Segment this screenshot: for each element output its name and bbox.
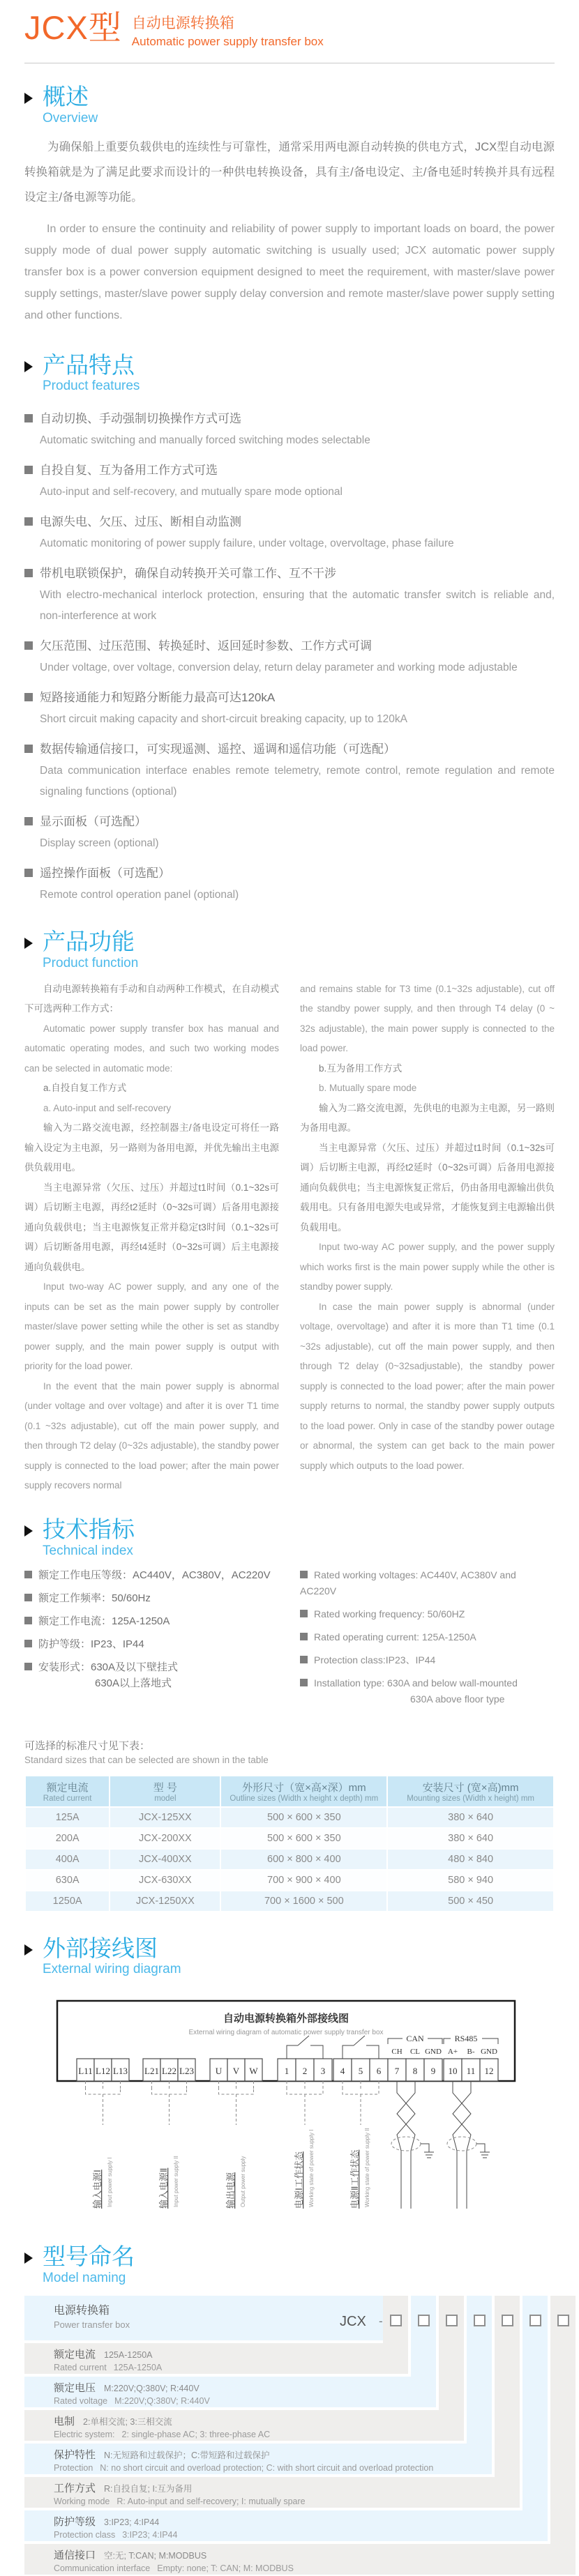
section-features [0,353,579,906]
naming-values-zh: 2:单相交流; 3:三相交流 [83,2416,172,2427]
section-wiring [0,1936,579,2228]
tech-spec: 防护等级：IP23、IP44 [38,1638,144,1650]
feature-item [24,811,555,854]
tech-spec: Rated operating current: 125A-1250A [314,1631,476,1643]
bullet-square-icon [300,1610,308,1617]
terminal-label: 7 [394,2066,400,2077]
feature-en: Data communication interface enables remote telemetry, remote control, remote regulation and remote signaling functions (optional) [40,765,555,798]
bullet-square-icon [24,466,33,474]
feature-zh: 电源失电、欠压、过压、断相自动监测 [40,515,241,529]
function-paragraph: Automatic power supply transfer box has manual and automatic operating modes, and such two working modes can be selected in automatic mode: [24,1023,279,1074]
feature-en: Auto-input and self-recovery, and mutually spare mode optional [40,486,343,498]
tech-spec-line2: 630A above floor type [410,1693,505,1705]
features-list [24,408,555,906]
naming-values-zh: R:自投自复; I:互为备用 [104,2483,193,2494]
model-prefix: JCX [340,2313,366,2329]
model-code-box [474,2315,486,2326]
model-dash: - [379,2314,383,2328]
cell: JCX-400XX [110,1849,220,1870]
wiring-box-title-en: External wiring diagram of automatic power supply transfer box [188,2029,384,2037]
function-paragraph: Input two-way AC power supply, and any one of the inputs can be set as the main power supply by controller master/slave power setting while the other is set as standby power supply, and the main power supply is output with priority for the load power. [24,1281,279,1372]
naming-row [24,2343,408,2374]
naming-row [24,2377,436,2407]
feature-item [24,511,555,554]
function-paragraph: 当主电源异常（欠压、过压）并超过t1时间（0.1~32s可调）后切断主电源，再经t2延时（0~32s可调）后备用电源接通向负载供电；当主电源恢复正常并稳定t3时间（0.1~32s可调）后切断备用电源，再经t4延时（0~32s可调）后主电源接通向负载供电。 [24,1182,279,1272]
naming-values-zh: N:无短路和过载保护；C:带短路和过载保护 [104,2450,270,2460]
section-tech [0,1517,579,1714]
group-label-zh: 电源Ⅱ工作状态 [349,2149,360,2209]
group-label-zh: 输入电源Ⅱ [158,2167,169,2209]
terminal-label: 8 [412,2066,418,2077]
col-header: 外形尺寸（宽×高×深）mm Outline sizes (Width x height x depth) mm [220,1776,387,1807]
product-model-title: JCX型 [24,9,122,46]
naming-values-zh: M:220V;Q:380V; R:440V [104,2383,200,2393]
model-code-box [529,2315,541,2326]
model-code-box [390,2315,402,2326]
cell: JCX-1250XX [110,1891,220,1912]
terminal-label: 5 [358,2066,363,2077]
naming-values-en: 3:IP23; 4:IP44 [122,2529,178,2540]
pin-label: B- [467,2048,475,2057]
bullet-square-icon [24,869,33,877]
model-code-box [446,2315,458,2326]
tech-en-column [300,1567,555,1714]
function-paragraph: 输入为二路交流电源，经控制器主/备电设定可将任一路输入设定为主电源，另一路则为备用电源，并优先输出主电源供负载用电。 [24,1122,279,1173]
function-paragraph: 当主电源异常（欠压、过压）并超过t1时间（0.1~32s可调）后切断主电源，再经t2延时（0~32s可调）后备用电源接通向负载供电；当主电源恢复正常后，仍由备用电源输出供负载用电。只有备用电源失电或异常，才能恢复到主电源输出供负载用电。 [300,1142,555,1233]
naming-label-zh: 额定电压 [54,2381,96,2394]
pin-label: GND [481,2048,497,2057]
bullet-square-icon [24,641,33,650]
table-intro-en: Standard sizes that can be selected are shown in the table [24,1754,269,1765]
naming-label-en: Power transfer box [54,2319,130,2330]
feature-zh: 欠压范围、过压范围、转换延时、返回延时参数、工作方式可调 [40,639,372,653]
function-paragraph: and remains stable for T3 time (0.1~32s adjustable), cut off the standby power supply, and then through T4 delay (0 ~ 32s adjustable), the main power supply is connected to the load power. [300,983,555,1054]
overview-title-en: Overview [43,110,98,125]
feature-item [24,738,555,802]
naming-values-en: R: Auto-input and self-recovery; I: mutually spare [116,2496,306,2506]
pin-label: A+ [447,2048,458,2057]
feature-zh: 遥控操作面板（可选配） [40,867,170,881]
tech-heading [24,1517,555,1559]
relay-contact-icon [343,2045,379,2059]
terminal-label: 3 [320,2066,326,2077]
naming-values-zh: 空:无; T:CAN; M:MODBUS [104,2550,207,2561]
function-title-en: Product function [43,955,139,970]
naming-values-zh: 125A-1250A [104,2349,153,2360]
bullet-square-icon [24,569,33,577]
section-sizes [0,1738,579,1912]
bullet-square-icon [300,1571,308,1578]
model-code-box [418,2315,430,2326]
function-paragraph: 自动电源转换箱有手动和自动两种工作模式，在自动模式下可选两种工作方式： [24,983,279,1014]
tech-spec: Rated working frequency: 50/60HZ [314,1608,465,1619]
function-left-column [24,980,279,1496]
cell: 500 × 600 × 350 [220,1828,387,1849]
section-marker-icon [24,1944,33,1956]
bullet-square-icon [24,414,33,422]
doc-header [0,0,579,49]
tech-spec: Rated working voltages: AC440V, AC380V and AC220V [300,1569,516,1596]
group-label-zh: 输出电源 [225,2172,236,2209]
overview-paragraph-en: In order to ensure the continuity and reliability of power supply to important loads on board, the power supply mode of dual power supply automatic switching is usually used; JCX automatic power supply transfer box is a power conversion equipment designed to meet the requirement, with master/slave power supply settings, master/slave power supply delay conversion and remote master/slave power supply setting and other functions. [24,222,555,321]
naming-values-en: N: no short circuit and overload protection; C: with short circuit and overload protection [100,2462,434,2473]
bullet-square-icon [24,517,33,526]
function-paragraph: In case the main power supply is abnormal (under voltage, overvoltage) and after it is more than T1 time (0.1 ~32s adjustable), cut off the main power supply, and then through T2 delay (0~32sadjustable), the standby power supply is connected to the load power; after the main power supply returns to normal, the standby power supply outputs to the load power. Only in case of the standby power outage or abnormal, the system can get back to the main power supply which outputs to the load power. [300,1301,555,1471]
model-code-box [502,2315,513,2326]
pin-label: CH [391,2048,403,2057]
terminal-label: 10 [448,2066,458,2077]
group-label-en: Working state of power supply I [308,2129,315,2208]
product-title-zh: 自动电源转换箱 [131,15,234,31]
naming-row [24,2296,383,2340]
naming-values-en: 2: single-phase AC; 3: three-phase AC [121,2429,271,2439]
group-label-zh: 电源Ⅰ工作状态 [294,2151,304,2209]
bullet-square-icon [24,1617,32,1624]
tech-spec: 额定工作电流：125A-1250A [38,1615,170,1627]
naming-label-en: Working mode [54,2496,110,2506]
feature-zh: 数据传输通信接口，可实现遥测、遥控、遥调和遥信功能（可选配） [40,742,396,756]
terminal-label: L22 [162,2066,176,2077]
terminal-label: 6 [376,2066,382,2077]
terminal-label: 1 [284,2066,290,2077]
bullet-square-icon [24,1571,32,1578]
cell: 380 × 640 [387,1828,554,1849]
feature-item [24,687,555,730]
function-title-zh: 产品功能 [43,929,135,955]
section-marker-icon [24,93,33,104]
cell: 1250A [25,1891,110,1912]
relay-blade-icon [354,2036,365,2045]
terminal-label: L11 [78,2066,93,2077]
wiring-diagram-svg [49,1987,523,2224]
feature-zh: 显示面板（可选配） [40,815,146,829]
section-marker-icon [24,361,33,372]
naming-label-zh: 保护特性 [54,2448,96,2461]
col-header: 型 号 model [110,1776,220,1807]
naming-label-en: Rated current [54,2362,107,2372]
section-marker-icon [24,1525,33,1537]
feature-item [24,635,555,678]
function-right-column [300,980,555,1496]
naming-label-zh: 工作方式 [54,2482,96,2494]
section-overview [0,84,579,326]
naming-values-en: Empty: none; T: CAN; M: MODBUS [157,2563,294,2573]
naming-label-zh: 通信接口 [54,2549,96,2561]
naming-row [24,2510,548,2541]
pin-label: CL [409,2048,421,2057]
group-bracket [219,2087,254,2125]
naming-row [24,2477,520,2508]
naming-label-en: Protection class [54,2529,116,2540]
wiring-title-zh: 外部接线图 [43,1935,158,1961]
cell: 380 × 640 [387,1807,554,1828]
wiring-diagram [24,1987,555,2227]
section-marker-icon [24,2253,33,2264]
naming-title-zh: 型号命名 [43,2243,135,2270]
wiring-box-title-zh: 自动电源转换箱外部接线图 [223,2013,349,2025]
naming-values-zh: 3:IP23; 4:IP44 [104,2517,160,2527]
section-naming [0,2244,579,2576]
naming-band [522,2296,548,2541]
cell: 480 × 840 [387,1849,554,1870]
features-heading [24,353,555,395]
feature-zh: 自动切换、手动强制切换操作方式可选 [40,412,241,426]
standard-sizes-table [24,1775,555,1912]
function-paragraph: In the event that the main power supply is abnormal (under voltage and over voltage) and after it is over T1 time (0.1 ~32s adjustable), cut off the main power supply, and then through T2 delay (0~32s adjustable), the standby power supply is connected to the load power; after the main power supply recovers normal [24,1380,279,1491]
bullet-square-icon [24,817,33,825]
col-header: 额定电流 Rated current [25,1776,110,1807]
terminal-label: L13 [113,2066,128,2077]
bullet-square-icon [300,1633,308,1640]
relay-contact-icon [287,2045,323,2059]
ground-icon [476,2144,490,2158]
bullet-square-icon [24,745,33,753]
group-label-zh: 输入电源Ⅰ [92,2170,103,2209]
naming-title-en: Model naming [43,2270,126,2285]
terminal-label: L12 [96,2066,110,2077]
feature-en: Display screen (optional) [40,837,159,850]
bullet-square-icon [300,1679,308,1686]
cell: 600 × 800 × 400 [220,1849,387,1870]
feature-zh: 带机电联锁保护，确保自动转换开关可靠工作、互不干涉 [40,567,336,581]
cell: 500 × 450 [387,1891,554,1912]
wiring-heading [24,1936,555,1978]
table-row [25,1807,554,1828]
tech-spec: Installation type: 630A and below wall-mounted [314,1677,518,1689]
feature-item [24,459,555,503]
naming-band [550,2296,576,2575]
function-paragraph: 输入为二路交流电源，先供电的电源为主电源，另一路则为备用电源。 [300,1102,555,1134]
function-paragraph: a.自投自复工作方式 [43,1083,127,1094]
naming-label-en: Rated voltage [54,2395,108,2406]
feature-item [24,563,555,627]
table-row [25,1891,554,1912]
bullet-square-icon [24,693,33,701]
rs485-bus-label: RS485 [454,2034,478,2044]
table-row [25,1828,554,1849]
function-paragraph: Input two-way AC power supply, and the power supply which works first is the main power supply while the other is standby power supply. [300,1242,555,1293]
naming-row [24,2444,492,2474]
feature-en: Short circuit making capacity and short-circuit breaking capacity, up to 120kA [40,713,407,726]
bullet-square-icon [24,1594,32,1601]
naming-label-zh: 额定电流 [54,2348,96,2361]
feature-en: Under voltage, over voltage, conversion delay, return delay parameter and working mode adjustable [40,662,518,674]
feature-item [24,408,555,451]
table-header-row [25,1776,554,1807]
cell: 125A [25,1807,110,1828]
feature-en: Automatic switching and manually forced switching modes selectable [40,434,370,447]
col-header: 安装尺寸 (宽×高)mm Mounting sizes (Width x height) mm [387,1776,554,1807]
cell: 580 × 940 [387,1870,554,1891]
group-label-en: Working state of power supply II [364,2128,370,2208]
terminal-label: U [215,2066,223,2077]
terminal-label: 11 [466,2066,476,2077]
group-label-en: Input power supply I [107,2157,113,2208]
model-naming-diagram [24,2296,555,2576]
function-columns [24,980,555,1496]
tech-spec-line2: 630A以上落地式 [95,1677,172,1689]
naming-row [24,2410,464,2441]
function-paragraph: b.互为备用工作方式 [319,1062,403,1074]
cell: JCX-125XX [110,1807,220,1828]
cell: JCX-630XX [110,1870,220,1891]
feature-item [24,862,555,906]
features-title-zh: 产品特点 [43,351,135,378]
can-bus-label: CAN [406,2034,424,2044]
overview-paragraph-zh: 为确保船上重要负载供电的连续性与可靠性，通常采用两电源自动转换的供电方式，JCX型自动电源转换箱就是为了满足此要求而设计的一种供电转换设备，具有主/备电设定、主/备电延时转换并具有远程设定主/备电源等功能。 [24,140,555,204]
terminal-label: L23 [179,2066,194,2077]
tech-spec: 额定工作电压等级：AC440V，AC380V，AC220V [38,1569,271,1581]
terminal-label: 4 [340,2066,345,2077]
overview-heading [24,84,555,126]
feature-zh: 自投自复、互为备用工作方式可选 [40,464,218,478]
section-function [0,929,579,1496]
cell: JCX-200XX [110,1828,220,1849]
features-title-en: Product features [43,379,140,394]
cell: 630A [25,1870,110,1891]
group-bracket [343,2087,379,2125]
terminal-label: W [249,2066,258,2077]
wiring-title-en: External wiring diagram [43,1962,181,1977]
ground-icon [421,2144,434,2158]
tech-spec: Protection class:IP23、IP44 [314,1654,436,1666]
naming-label-en: Protection [54,2462,93,2473]
cell: 500 × 600 × 350 [220,1807,387,1828]
bullet-square-icon [24,1663,32,1670]
terminal-label: V [232,2066,240,2077]
naming-label-en: Electric system: [54,2429,115,2439]
tech-zh-column [24,1567,279,1714]
cable-shield-icon [447,2137,476,2151]
bullet-square-icon [300,1656,308,1663]
overview-title-zh: 概述 [43,84,89,109]
tech-spec: 额定工作频率：50/60Hz [38,1592,151,1604]
pin-label: GND [425,2048,442,2057]
feature-en: Automatic monitoring of power supply failure, under voltage, overvoltage, phase failure [40,538,454,550]
function-heading [24,929,555,971]
group-bracket [152,2087,187,2125]
cell: 700 × 900 × 400 [220,1870,387,1891]
group-bracket [86,2087,121,2125]
table-row [25,1849,554,1870]
relay-blade-icon [298,2036,309,2045]
product-title-en: Automatic power supply transfer box [131,35,324,48]
bullet-square-icon [24,1640,32,1647]
naming-label-en: Communication interface [54,2563,151,2573]
title-stack [132,11,324,49]
naming-heading [24,2244,555,2286]
naming-values-en: M:220V;Q:380V; R:440V [114,2395,210,2406]
naming-band [495,2296,520,2508]
cell: 400A [25,1849,110,1870]
terminal-label: 9 [430,2066,436,2077]
feature-zh: 短路接通能力和短路分断能力最高可达120kA [40,691,276,705]
naming-label-zh: 电源转换箱 [54,2304,110,2317]
cell: 700 × 1600 × 500 [220,1891,387,1912]
terminal-label: L21 [144,2066,159,2077]
naming-label-zh: 电制 [54,2415,75,2428]
group-bracket [287,2087,323,2125]
feature-en: Remote control operation panel (optional) [40,889,239,901]
terminal-label: 12 [484,2066,494,2077]
naming-label-zh: 防护等级 [54,2515,96,2528]
table-intro-zh: 可选择的标准尺寸见下表： [24,1739,151,1752]
terminal-label: 2 [302,2066,308,2077]
tech-title-en: Technical index [43,1543,133,1558]
function-paragraph: b. Mutually spare mode [319,1083,417,1094]
feature-en: With electro-mechanical interlock protection, ensuring that the automatic transfer switch is reliable and, non-interference at work [40,589,555,623]
tech-columns [24,1567,555,1714]
table-row [25,1870,554,1891]
tech-title-zh: 技术指标 [43,1516,135,1542]
function-paragraph: a. Auto-input and self-recovery [43,1102,172,1113]
group-label-en: Output power supply [240,2156,246,2208]
group-label-en: Input power supply II [173,2156,179,2208]
tech-spec: 安装形式：630A及以下壁挂式 [38,1661,179,1673]
naming-values-en: 125A-1250A [113,2362,163,2372]
cell: 200A [25,1828,110,1849]
section-marker-icon [24,938,33,949]
cable-shield-icon [391,2137,421,2151]
model-code-box [557,2315,569,2326]
naming-row [24,2544,576,2575]
